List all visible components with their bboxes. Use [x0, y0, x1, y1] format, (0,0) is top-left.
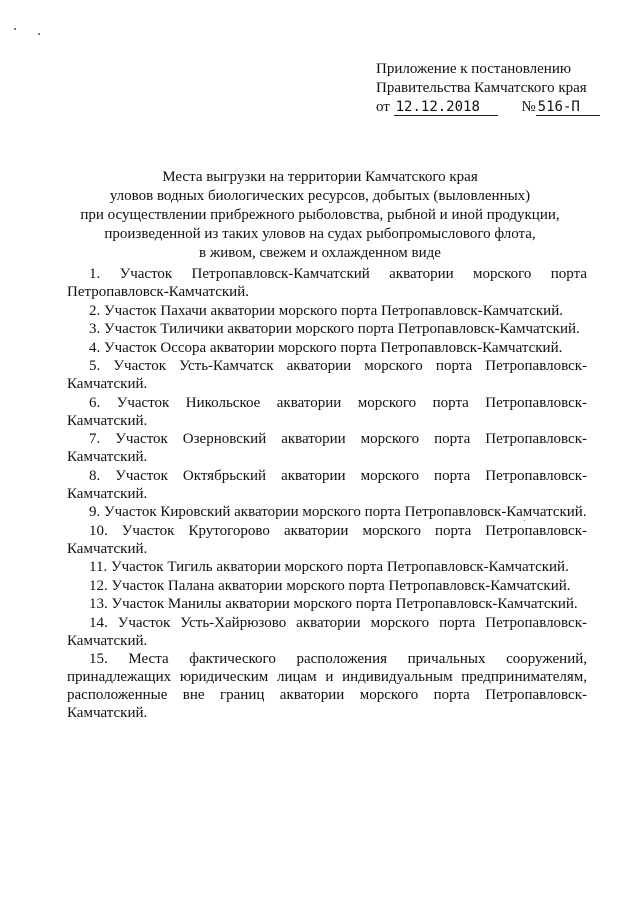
item-number: 2.	[89, 302, 101, 319]
list-item	[67, 467, 587, 503]
item-number: 12.	[89, 577, 108, 594]
title-line: при осуществлении прибрежного рыболовства, рыбной и иной продукции,	[80, 207, 560, 223]
item-text: Участок Тиличики акватории морского порта Петропавловск-Камчатский.	[104, 321, 580, 337]
list-item	[67, 357, 587, 393]
item-text: Участок Петропавловск-Камчатский акватории морского порта Петропавловск-Камчатский.	[67, 266, 588, 300]
item-text: Участок Усть-Камчатск акватории морского порта Петропавловск-Камчатский.	[67, 358, 588, 392]
item-text: Участок Никольское акватории морского порта Петропавловск-Камчатский.	[67, 394, 588, 429]
item-number: 11.	[89, 559, 108, 575]
appendix-header	[376, 60, 600, 117]
title-line: Места выгрузки на территории Камчатского края	[162, 169, 478, 185]
header-line-2: Правительства Камчатского края	[376, 80, 587, 96]
item-number: 6.	[89, 394, 101, 411]
unloading-places-list	[67, 265, 587, 723]
item-text: Участок Кировский акватории морского порта Петропавловск-Камчатский.	[104, 504, 587, 520]
item-number: 4.	[89, 339, 101, 356]
item-text: Участок Пахачи акватории морского порта Петропавловск-Камчатский.	[104, 302, 563, 319]
list-item	[67, 430, 587, 466]
item-text: Места фактического расположения причальных сооружений, принадлежащих юридическим лицам и индивидуальным предпринимателям, расположенные вне границ акватории морского порта Петропавловск-Камчатский.	[67, 651, 587, 721]
item-number: 5.	[89, 358, 101, 374]
list-item	[67, 614, 587, 650]
list-item	[67, 302, 587, 320]
item-number: 8.	[89, 467, 101, 484]
item-text: Участок Тигиль акватории морского порта Петропавловск-Камчатский.	[110, 559, 569, 575]
item-number: 10.	[89, 522, 108, 539]
list-item	[67, 595, 587, 613]
header-line-3	[376, 98, 600, 117]
from-label: от	[376, 99, 390, 115]
item-text: Участок Озерновский акватории морского порта Петропавловск-Камчатский.	[67, 431, 587, 465]
scan-speck	[14, 28, 16, 30]
list-item	[67, 650, 587, 722]
header-line-1: Приложение к постановлению	[376, 61, 572, 77]
item-text: Участок Палана акватории морского порта Петропавловск-Камчатский.	[111, 577, 571, 594]
item-text: Участок Манилы акватории морского порта Петропавловск-Камчатский.	[111, 596, 578, 612]
list-item	[67, 320, 587, 338]
item-text: Участок Оссора акватории морского порта Петропавловск-Камчатский.	[104, 339, 563, 356]
list-item	[67, 522, 587, 558]
decree-date: 12.12.2018	[394, 100, 498, 116]
item-number: 13.	[89, 596, 108, 612]
item-number: 15.	[89, 651, 108, 667]
number-label: №	[521, 99, 536, 115]
item-number: 1.	[89, 266, 101, 282]
title-line: в живом, свежем и охлажденном виде	[199, 245, 441, 261]
list-item	[67, 577, 587, 595]
document-title	[40, 168, 600, 263]
list-item	[67, 394, 587, 430]
item-number: 7.	[89, 431, 101, 447]
title-line: уловов водных биологических ресурсов, добытых (выловленных)	[109, 188, 531, 204]
item-text: Участок Крутогорово акватории морского порта Петропавловск-Камчатский.	[67, 522, 587, 557]
item-number: 3.	[89, 321, 101, 337]
scan-speck	[38, 33, 40, 35]
item-text: Участок Усть-Хайрюзово акватории морского порта Петропавловск-Камчатский.	[67, 614, 587, 649]
decree-number: 516-П	[536, 100, 600, 116]
item-text: Участок Октябрьский акватории морского порта Петропавловск-Камчатский.	[67, 467, 588, 502]
title-line: произведенной из таких уловов на судах рыбопромыслового флота,	[104, 226, 536, 242]
list-item	[67, 265, 587, 301]
list-item	[67, 339, 587, 357]
list-item	[67, 558, 587, 576]
item-number: 14.	[89, 614, 108, 631]
item-number: 9.	[89, 504, 101, 520]
list-item	[67, 503, 587, 521]
